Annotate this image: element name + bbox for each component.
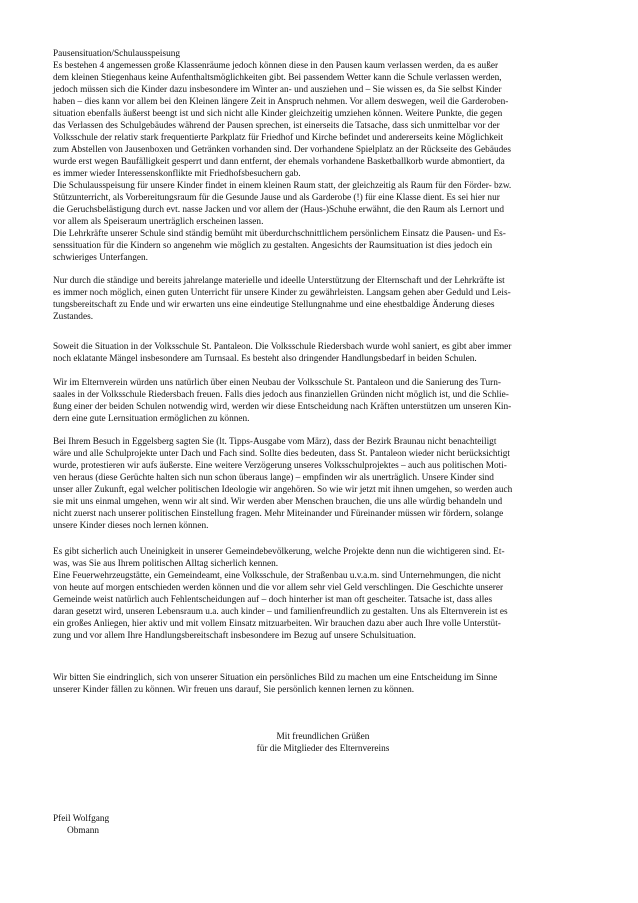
paragraph-neubau: Wir im Elternverein würden uns natürlich über einen Neubau der Volksschule St. Pantaleon und die Sanierung des Turn- saales in der Volksschule Riedersbach freuen. Falls dies jedoch aus finanziellen Gründen nicht möglich ist, und die Schlie- ßung einer der beiden Schulen notwendig wird, werden wir diese Entscheidung nach Kräften unterstützen um unseren Kin- dern eine gute Lernsituation ermöglichen zu können. bbox=[53, 378, 512, 424]
closing-greeting: Mit freundlichen Grüßen für die Mitglieder des Elternvereins bbox=[256, 732, 390, 754]
signature bbox=[53, 813, 109, 837]
paragraph-besuch-eggelsberg: Bei Ihrem Besuch in Eggelsberg sagten Sie (lt. Tipps-Ausgabe vom März), dass der Bezirk Braunau nicht benachteiligt wäre und alle Schulprojekte unter Dach und Fach sind. Sollte dies bedeuten, dass St. Pantaleon wieder nicht berücksichtigt wurde, protestieren wir aufs äußerste. Eine weitere Verzögerung unseres Volksschulprojektes – auch aus politischen Moti- ven heraus (diese Gerüchte halten sich nun schon überaus lange) – empfinden wir als unerträglich. Unsere Kinder sind unser aller Zukunft, egal welcher politischen Ideologie wir angehören. So wie wir jetzt mit ihnen umgehen, so werden auch sie mit uns einmal umgehen, wenn wir alt sind. Wir werden aber Menschen brauchen, die uns alle würdig behandeln und nicht zuerst nach unserer politischen Einstellung fragen. Mehr Miteinander und Füreinander müssen wir fördern, solange unsere Kinder dieses noch lernen können. bbox=[53, 437, 513, 531]
paragraph-situation-volksschulen: Soweit die Situation in der Volksschule St. Pantaleon. Die Volksschule Riedersbach wurde wohl saniert, es gibt aber immer noch eklatante Mängel insbesondere am Turnsaal. Es besteht also dringender Handlungsbedarf in beiden Schulen. bbox=[53, 342, 512, 364]
paragraph-pausensituation: Pausensituation/Schulausspeisung Es bestehen 4 angemessen große Klassenräume jedoch können diese in den Pausen kaum verlassen werden, da es außer dem kleinen Stiegenhaus keine Aufenthaltsmöglichkeiten gibt. Bei passendem Wetter kann die Schule verlassen werden, jedoch müssen sich die Kinder dazu insbesondere im Winter an- und ausziehen und – Sie wissen es, da Sie selbst Kinder haben – dies kann vor allem bei den Kleinen längere Zeit in Anspruch nehmen. Vor allem deswegen, weil die Garderoben- situation ebenfalls äußerst beengt ist und sich nicht alle Kinder gleichzeitig umziehen können. Weitere Punkte, die gegen das Verlassen des Schulgebäudes während der Pausen sprechen, ist einerseits die Tatsache, dass sich unmittelbar vor der Volksschule der relativ stark frequentierte Parkplatz für Friedhof und Kirche befindet und andererseits keine Möglichkeit zum Abstellen von Jausenboxen und Getränken vorhanden sind. Der vorhandene Spielplatz an der Rückseite des Gebäudes wurde erst wegen Baufälligkeit gesperrt und dann entfernt, der ehemals vorhandene Basketballkorb wurde abmontiert, da es immer wieder Interessenskonflikte mit Friedhofsbesuchern gab. Die Schulausspeisung für unsere Kinder findet in einem kleinen Raum statt, der gleichzeitig als Raum für den Förder- bzw. Stützunterricht, als Vorbereitungsraum für die Gesunde Jause und als Garderobe (!) für eine Klasse dient. Es sei hier nur die Geruchsbelästigung durch evt. nasse Jacken und vor allem der (Haus-)Schuhe erwähnt, die den Raum als Lernort und vor allem als Speiseraum unerträglich erscheinen lassen. Die Lehrkräfte unserer Schule sind ständig bemüht mit überdurchschnittlichem persönlichem Einsatz die Pausen- und Es- senssituation für die Kindern so angenehm wie möglich zu gestalten. Angesichts der Raumsituation ist dies jedoch ein schwieriges Unterfangen. bbox=[53, 49, 512, 263]
paragraph-unterstuetzung: Nur durch die ständige und bereits jahrelange materielle und ideelle Unterstützung der Elternschaft und der Lehrkräfte ist es immer noch möglich, einen guten Unterricht für unsere Kinder zu gewährleisten. Langsam gehen aber Geduld und Leis- tungsbereitschaft zu Ende und wir erwarten uns eine eindeutige Stellungnahme und eine ehestbaldige Änderung dieses Zustandes. bbox=[53, 276, 511, 322]
paragraph-uneinigkeit: Es gibt sicherlich auch Uneinigkeit in unserer Gemeindebevölkerung, welche Projekte denn nun die wichtigeren sind. Et- was, was Sie aus Ihrem politischen Alltag sicherlich kennen. Eine Feuerwehrzeugstätte, ein Gemeindeamt, eine Volksschule, der Straßenbau u.v.a.m. sind Unternehmungen, die nicht von heute auf morgen entschieden werden können und die vor allem sehr viel Geld verschlingen. Die Geschichte unserer Gemeinde weist natürlich auch Fehlentscheidungen auf – doch hinterher ist man oft gescheiter. Tatsache ist, dass alles daran gesetzt wird, unseren Lebensraum u.a. auch kinder – und familienfreundlich zu gestalten. Uns als Elternverein ist es ein großes Anliegen, hier aktiv und mit vollem Einsatz mitzuarbeiten. Wir brauchen dazu aber auch Ihre volle Unterstüt- zung und vor allem Ihre Handlungsbereitschaft insbesondere im Bezug auf unsere Schulsituation. bbox=[53, 547, 508, 641]
paragraph-bitte: Wir bitten Sie eindringlich, sich von unserer Situation ein persönliches Bild zu machen um eine Entscheidung im Sinne unserer Kinder fällen zu können. Wir freuen uns darauf, Sie persönlich kennen lernen zu können. bbox=[53, 673, 498, 695]
signature-role: Obmann bbox=[67, 826, 100, 836]
signature-name: Pfeil Wolfgang bbox=[53, 814, 110, 824]
